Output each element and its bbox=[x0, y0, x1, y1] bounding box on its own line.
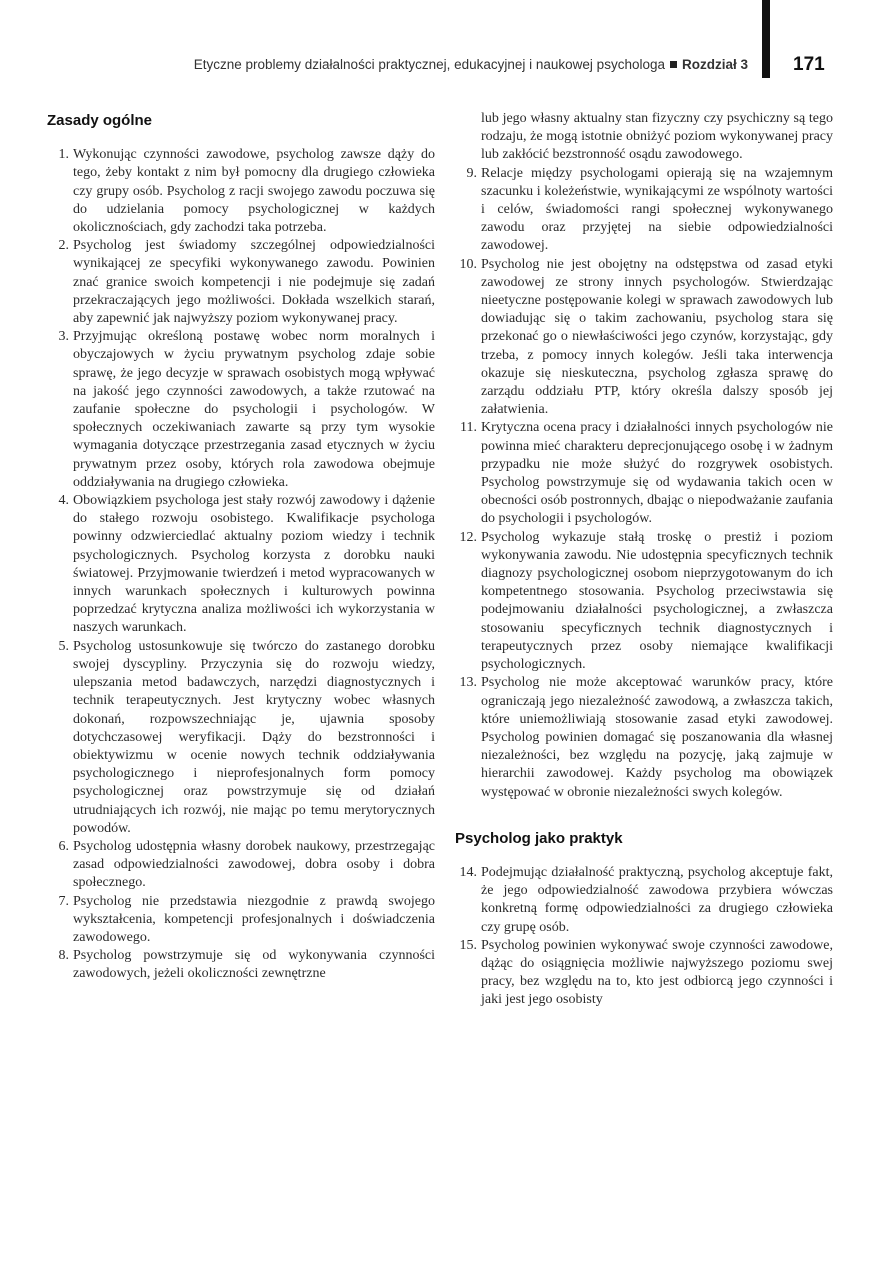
item-text: Psycholog wykazuje stałą troskę o prestiż i poziom wykonywania zawodu. Nie udostępnia specyficznych technik diagnozy psychologicznej osobom nieprzygotowanym do ich kompetentnego stosowania. Psycholog przeciwstawia się podejmowaniu działalności psychologicznej, a zwłaszcza stosowaniu specyficznych technik diagnostycznych i terapeutycznych przez osoby niemające kwalifikacji psychologicznych. bbox=[481, 529, 833, 673]
item-text: Wykonując czynności zawodowe, psycholog zawsze dąży do tego, żeby kontakt z nim był pomocny dla drugiego człowieka czy grupy osób. Psycholog z racji swojego zawodu poczuwa się do udzielania pomocy psychologicznej w każdych okolicznościach, gdy zachodzi taka potrzeba. bbox=[73, 147, 435, 236]
item-text: Psycholog ustosunkowuje się twórczo do zastanego dorobku swojej dyscypliny. Przyczynia się do rozwoju wiedzy, ulepszania metod badawczych, narzędzi diagnostycznych i technik terapeutycznych. Jest krytyczny wobec własnych dokonań, rozpowszechniając je, ujawnia sposoby dotychczasowej weryfikacji. Dąży do bezstronności i obiektywizmu w ocenie nowych technik oddziaływania psychologicznego i nieprofesjonalnych form pomocy psychologicznej oraz powstrzymuje się od działań utrudniających ich rozwój, nie mając po temu merytorycznych powodów. bbox=[73, 638, 435, 836]
item-number: 10. bbox=[459, 256, 477, 272]
item-text: Podejmując działalność praktyczną, psycholog akceptuje fakt, że jego odpowiedzialność zawodowa przybiera wówczas konkretną formę odpowiedzialności za drugiego człowieka czy grupę osób. bbox=[481, 864, 833, 935]
item-number: 11. bbox=[460, 420, 477, 436]
list-item bbox=[455, 674, 833, 801]
continuation-text: lub jego własny aktualny stan fizyczny czy psychiczny są tego rodzaju, że mogą istotnie obniżyć poziom wykonywanej pracy lub zakłócić bezstronność osądu zawodowego. bbox=[481, 111, 833, 163]
list-item bbox=[455, 419, 833, 528]
list-item bbox=[47, 893, 435, 948]
section-heading-general: Zasady ogólne bbox=[47, 112, 153, 129]
item-number: 2. bbox=[58, 238, 69, 254]
item-text: Psycholog nie przedstawia niezgodnie z prawdą swojego wykształcenia, kompetencji profesjonalnych i doświadczenia zawodowego. bbox=[73, 893, 435, 945]
item-number: 7. bbox=[58, 893, 69, 909]
section-heading-practitioner: Psycholog jako praktyk bbox=[455, 829, 623, 847]
item-text: Psycholog udostępnia własny dorobek naukowy, przestrzegając zasad odpowiedzialności zawodowej, dobra osoby i dobra społecznego. bbox=[73, 838, 435, 891]
page-number: 171 bbox=[793, 54, 825, 75]
item-number: 13. bbox=[459, 675, 477, 691]
list-item bbox=[455, 529, 833, 675]
item-text: Krytyczna ocena pracy i działalności innych psychologów nie powinna mieć charakteru deprecjonującego osobę i w żadnym przypadku nie może służyć do rozgrywek osobistych. Psycholog powstrzymuje się od wydawania takich ocen w obecności osób postronnych, dbając o niepodważanie zaufania do psychologii i psychologów. bbox=[481, 420, 833, 527]
list-item bbox=[455, 256, 833, 420]
list-item bbox=[47, 146, 435, 237]
item-text: Przyjmując określoną postawę wobec norm moralnych i obyczajowych w życiu prywatnym psycholog zdaje sobie sprawę, że jego decyzje w sprawach osobistych mogą wpływać na jakość jego czynności zawodowych, a także rzutować na zaufanie społeczne do psychologii i psychologów. W społecznych oczekiwaniach zawarte są przy tym wysokie wymagania dotyczące przestrzegania zasad etycznych w życiu prywatnym przez osoby, których rola zawodowa obejmuje oddziaływania na drugiego człowieka. bbox=[73, 329, 435, 490]
right-column bbox=[455, 110, 833, 1010]
running-header bbox=[0, 52, 893, 82]
list-item bbox=[47, 947, 435, 983]
list-item bbox=[47, 237, 435, 328]
item-number: 9. bbox=[466, 165, 477, 181]
list-item bbox=[47, 328, 435, 492]
header-title: Etyczne problemy działalności praktycznej, edukacyjnej i naukowej psychologa bbox=[193, 57, 665, 72]
item-text: Psycholog powinien wykonywać swoje czynności zawodowe, dążąc do osiągnięcia możliwie najwyższego poziomu swej pracy, bez względu na to, kto jest odbiorcą jego czynności i jaki jest jego osobisty bbox=[481, 937, 833, 1008]
item-number: 6. bbox=[58, 838, 69, 854]
header-text bbox=[194, 57, 748, 72]
list-item bbox=[47, 638, 435, 838]
list-item bbox=[455, 864, 833, 937]
principles-list-left bbox=[47, 146, 435, 983]
item-number: 8. bbox=[58, 948, 69, 964]
item-number: 1. bbox=[58, 147, 69, 163]
principles-list-practitioner bbox=[455, 864, 833, 1010]
square-bullet-icon bbox=[670, 61, 677, 68]
item-text: Psycholog nie jest obojętny na odstępstwa od zasad etyki zawodowej ze strony innych psychologów. Stwierdzając nieetyczne postępowanie kolegi w sprawach zawodowych lub dowiadując się o takim zachowaniu, psycholog stara się przekonać go o niewłaściwości jego czynów, korzystając, gdy trzeba, z pomocy innych kolegów. Jeśli taka interwencja okazuje się nieskuteczna, psycholog zgłasza sprawę do zarządu oddziału PTP, który określa dalszy sposób jej załatwienia. bbox=[481, 256, 833, 418]
page-marker-bar bbox=[762, 0, 770, 78]
item-number: 15. bbox=[459, 937, 477, 953]
item-text: Relacje między psychologami opierają się na wzajemnym szacunku i koleżeństwie, wynikającymi ze wspólnoty wartości i celów, świadomości rangi społecznej wykonywanego zawodu oraz przyjętej na siebie odpowiedzialności zawodowej. bbox=[481, 165, 833, 254]
left-column bbox=[47, 112, 435, 984]
item-number: 3. bbox=[58, 329, 69, 345]
list-item bbox=[455, 165, 833, 256]
item-number: 12. bbox=[459, 529, 477, 545]
item-text: Psycholog powstrzymuje się od wykonywania czynności zawodowych, jeżeli okoliczności zewnętrzne bbox=[73, 948, 435, 982]
list-item bbox=[455, 937, 833, 1010]
item-number: 14. bbox=[459, 864, 477, 880]
list-item bbox=[47, 838, 435, 893]
item-text: Obowiązkiem psychologa jest stały rozwój zawodowy i dążenie do stałego rozwoju osobistego. Kwalifikacje psychologa powinny odzwierciedlać aktualny poziom wiedzy i technik psychologicznych. Psycholog korzysta z dorobku nauki światowej. Przyjmowanie twierdzeń i metod wypracowanych w innych warunkach społecznych i kulturowych powinna poprzedzać krytyczna analiza możliwości ich wykorzystania w naszych warunkach. bbox=[73, 493, 435, 636]
item-number: 5. bbox=[58, 638, 69, 654]
list-item bbox=[47, 492, 435, 638]
item-number: 4. bbox=[58, 493, 69, 509]
item-text: Psycholog jest świadomy szczególnej odpowiedzialności wynikającej ze specyfiki wykonywanego zawodu. Powinien znać granice swoich kompetencji i nie podejmuje się zadań przekraczających jego możliwości. Dokłada wszelkich starań, aby zapewnić jak najwyższy poziom wykonywanej pracy. bbox=[73, 238, 435, 327]
header-chapter: Rozdział 3 bbox=[681, 57, 748, 72]
item-text: Psycholog nie może akceptować warunków pracy, które ograniczają jego niezależność zawodową, a zwłaszcza takich, które uniemożliwiają stosowanie zasad etyki zawodowej. Psycholog powinien domagać się poszanowania dla własnej niezależności, bez względu na pozycję, jaką zajmuje w hierarchii zawodowej. Każdy psycholog ma obowiązek występować w obronie niezależności swych kolegów. bbox=[481, 675, 833, 800]
principles-list-right bbox=[455, 165, 833, 802]
